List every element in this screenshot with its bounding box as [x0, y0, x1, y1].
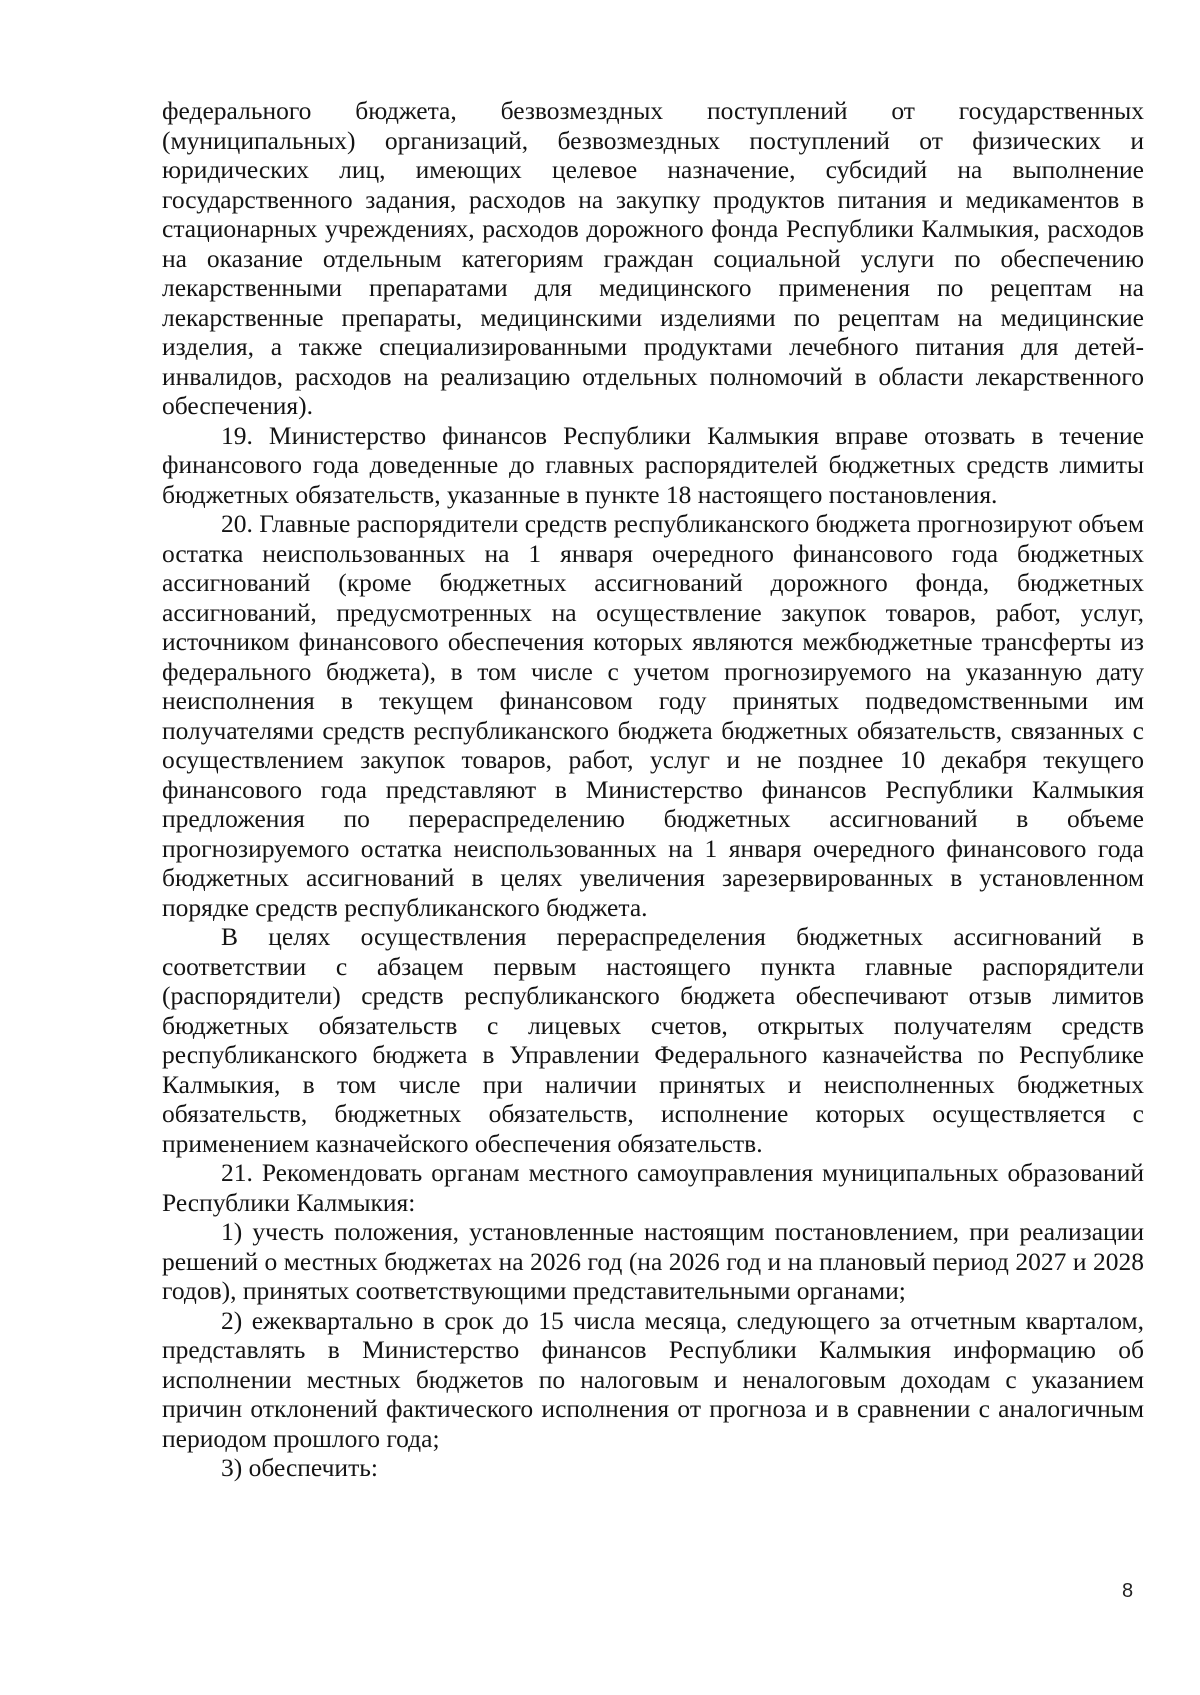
paragraph-continuation: федерального бюджета, безвозмездных поступлений от государственных (муниципальных) организаций, безвозмездных поступлений от физических и юридических лиц, имеющих целевое назначение, субсидий на выполнение государственного задания, расходов на закупку продуктов питания и медикаментов в стационарных учреждениях, расходов дорожного фонда Республики Калмыкия, расходов на оказание отдельным категориям граждан социальной услуги по обеспечению лекарственными препаратами для медицинского применения по рецептам на лекарственные препараты, медицинскими изделиями по рецептам на медицинские изделия, а также специализированными продуктами лечебного питания для детей-инвалидов, расходов на реализацию отдельных полномочий в области лекарственного обеспечения). — [162, 96, 1144, 420]
paragraph-20-second: В целях осуществления перераспределения бюджетных ассигнований в соответствии с абзацем первым настоящего пункта главные распорядители (распорядители) средств республиканского бюджета обеспечивают отзыв лимитов бюджетных обязательств с лицевых счетов, открытых получателям средств республиканского бюджета в Управлении Федерального казначейства по Республике Калмыкия, в том числе при наличии принятых и неисполненных бюджетных обязательств, бюджетных обязательств, исполнение которых осуществляется с применением казначейского обеспечения обязательств. — [162, 922, 1144, 1158]
paragraph-21-item-2: 2) ежеквартально в срок до 15 числа месяца, следующего за отчетным кварталом, представлять в Министерство финансов Республики Калмыкия информацию об исполнении местных бюджетов по налоговым и неналоговым доходам с указанием причин отклонений фактического исполнения от прогноза и в сравнении с аналогичным периодом прошлого года; — [162, 1305, 1144, 1453]
paragraph-21-item-1: 1) учесть положения, установленные настоящим постановлением, при реализации решений о местных бюджетах на 2026 год (на 2026 год и на плановый период 2027 и 2028 годов), принятых соответствующими представительными органами; — [162, 1217, 1144, 1305]
paragraph-19: 19. Министерство финансов Республики Калмыкия вправе отозвать в течение финансового года доведенные до главных распорядителей бюджетных средств лимиты бюджетных обязательств, указанные в пункте 18 настоящего постановления. — [162, 420, 1144, 509]
paragraph-20: 20. Главные распорядители средств республиканского бюджета прогнозируют объем остатка неиспользованных на 1 января очередного финансового года бюджетных ассигнований (кроме бюджетных ассигнований дорожного фонда, бюджетных ассигнований, предусмотренных на осуществление закупок товаров, работ, услуг, источником финансового обеспечения которых являются межбюджетные трансферты из федерального бюджета), в том числе с учетом прогнозируемого на указанную дату неисполнения в текущем финансовом году принятых подведомственными им получателями средств республиканского бюджета бюджетных обязательств, связанных с осуществлением закупок товаров, работ, услуг и не позднее 10 декабря текущего финансового года представляют в Министерство финансов Республики Калмыкия предложения по перераспределению бюджетных ассигнований в объеме прогнозируемого остатка неиспользованных на 1 января очередного финансового года бюджетных ассигнований в целях увеличения зарезервированных в установленном порядке средств республиканского бюджета. — [162, 509, 1144, 922]
page-number: 8 — [1122, 1580, 1134, 1602]
document-body — [162, 96, 1144, 1483]
paragraph-21: 21. Рекомендовать органам местного самоуправления муниципальных образований Республики Калмыкия: — [162, 1158, 1144, 1217]
paragraph-21-item-3: 3) обеспечить: — [221, 1453, 378, 1482]
